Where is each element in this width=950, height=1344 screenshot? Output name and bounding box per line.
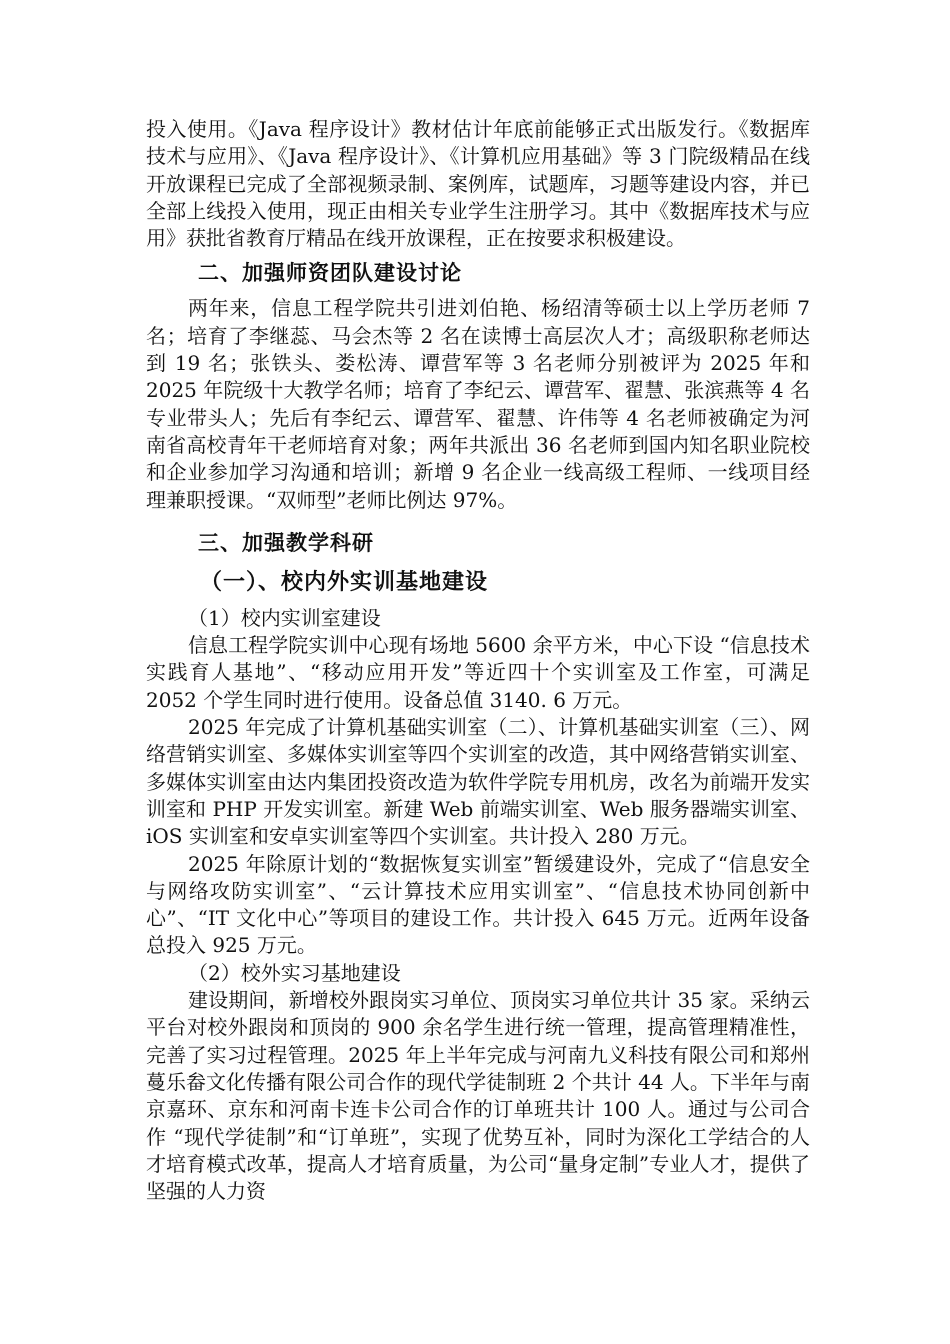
heading-teaching-research: 三、加强教学科研 [198,530,374,555]
subheading-campus-labs: （1）校内实训室建设 [188,605,381,630]
paragraph-courses-continued: 投入使用。《Java 程序设计》教材估计年底前能够正式出版发行。《数据库技术与应用》、《Java 程序设计》、《计算机应用基础》等 3 门院级精品在线开放课程已完成了全部视频录制、案例库，试题库，习题等建设内容，并已全部上线投入使用，现正由相关专业学生注册学习。其中《数据库技术与应用》获批省教育厅精品在线开放课程，正在按要求积极建设。 [146,117,810,251]
subheading-external-bases: （2）校外实习基地建设 [188,960,401,985]
paragraph-campus-labs-1: 信息工程学院实训中心现有场地 5600 余平方米，中心下设 “信息技术实践育人基地”、“移动应用开发”等近四十个实训室及工作室，可满足 2052 个学生同时进行使用。设备总值 3140. 6 万元。 [146,633,810,712]
paragraph-external-bases: 建设期间，新增校外跟岗实习单位、顶岗实习单位共计 35 家。采纳云平台对校外跟岗和顶岗的 900 余名学生进行统一管理，提高管理精准性，完善了实习过程管理。2025 年上半年完成与河南九义科技有限公司和郑州蔓乐畚文化传播有限公司合作的现代学徒制班 2 个共计 44 人。下半年与南京嘉环、京东和河南卡连卡公司合作的订单班共计 100 人。通过与公司合作 “现代学徒制”和“订单班”，实现了优势互补，同时为深化工学结合的人才培育模式改革，提高人才培育质量，为公司“量身定制”专业人才，提供了坚强的人力资 [146,988,810,1204]
document-page [146,116,810,1205]
heading-training-bases: （一）、校内外实训基地建设 [200,569,489,595]
paragraph-campus-labs-3: 2025 年除原计划的“数据恢复实训室”暂缓建设外，完成了“信息安全与网络攻防实训室”、“云计算技术应用实训室”、“信息技术协同创新中心”、“IT 文化中心”等项目的建设工作。共计投入 645 万元。近两年设备总投入 925 万元。 [146,851,810,958]
paragraph-faculty-team: 两年来，信息工程学院共引进刘伯艳、杨绍清等硕士以上学历老师 7 名；培育了李继蕊、马会杰等 2 名在读博士高层次人才；高级职称老师达到 19 名；张铁头、娄松涛、谭营军等 3 名老师分别被评为 2025 年和 2025 年院级十大教学名师；培育了李纪云、谭营军、翟慧、张滨燕等 4 名专业带头人；先后有李纪云、谭营军、翟慧、许伟等 4 名老师被确定为河南省高校青年干老师培育对象；两年共派出 36 名老师到国内知名职业院校和企业参加学习沟通和培训；新增 9 名企业一线高级工程师、一线项目经理兼职授课。“双师型”老师比例达 97%。 [146,296,810,512]
heading-faculty-team: 二、加强师资团队建设讨论 [198,261,462,286]
paragraph-campus-labs-2: 2025 年完成了计算机基础实训室（二）、计算机基础实训室（三）、网络营销实训室、多媒体实训室等四个实训室的改造，其中网络营销实训室、多媒体实训室由达内集团投资改造为软件学院专用机房，改名为前端开发实训室和 PHP 开发实训室。新建 Web 前端实训室、Web 服务器端实训室、iOS 实训室和安卓实训室等四个实训室。共计投入 280 万元。 [146,715,810,849]
